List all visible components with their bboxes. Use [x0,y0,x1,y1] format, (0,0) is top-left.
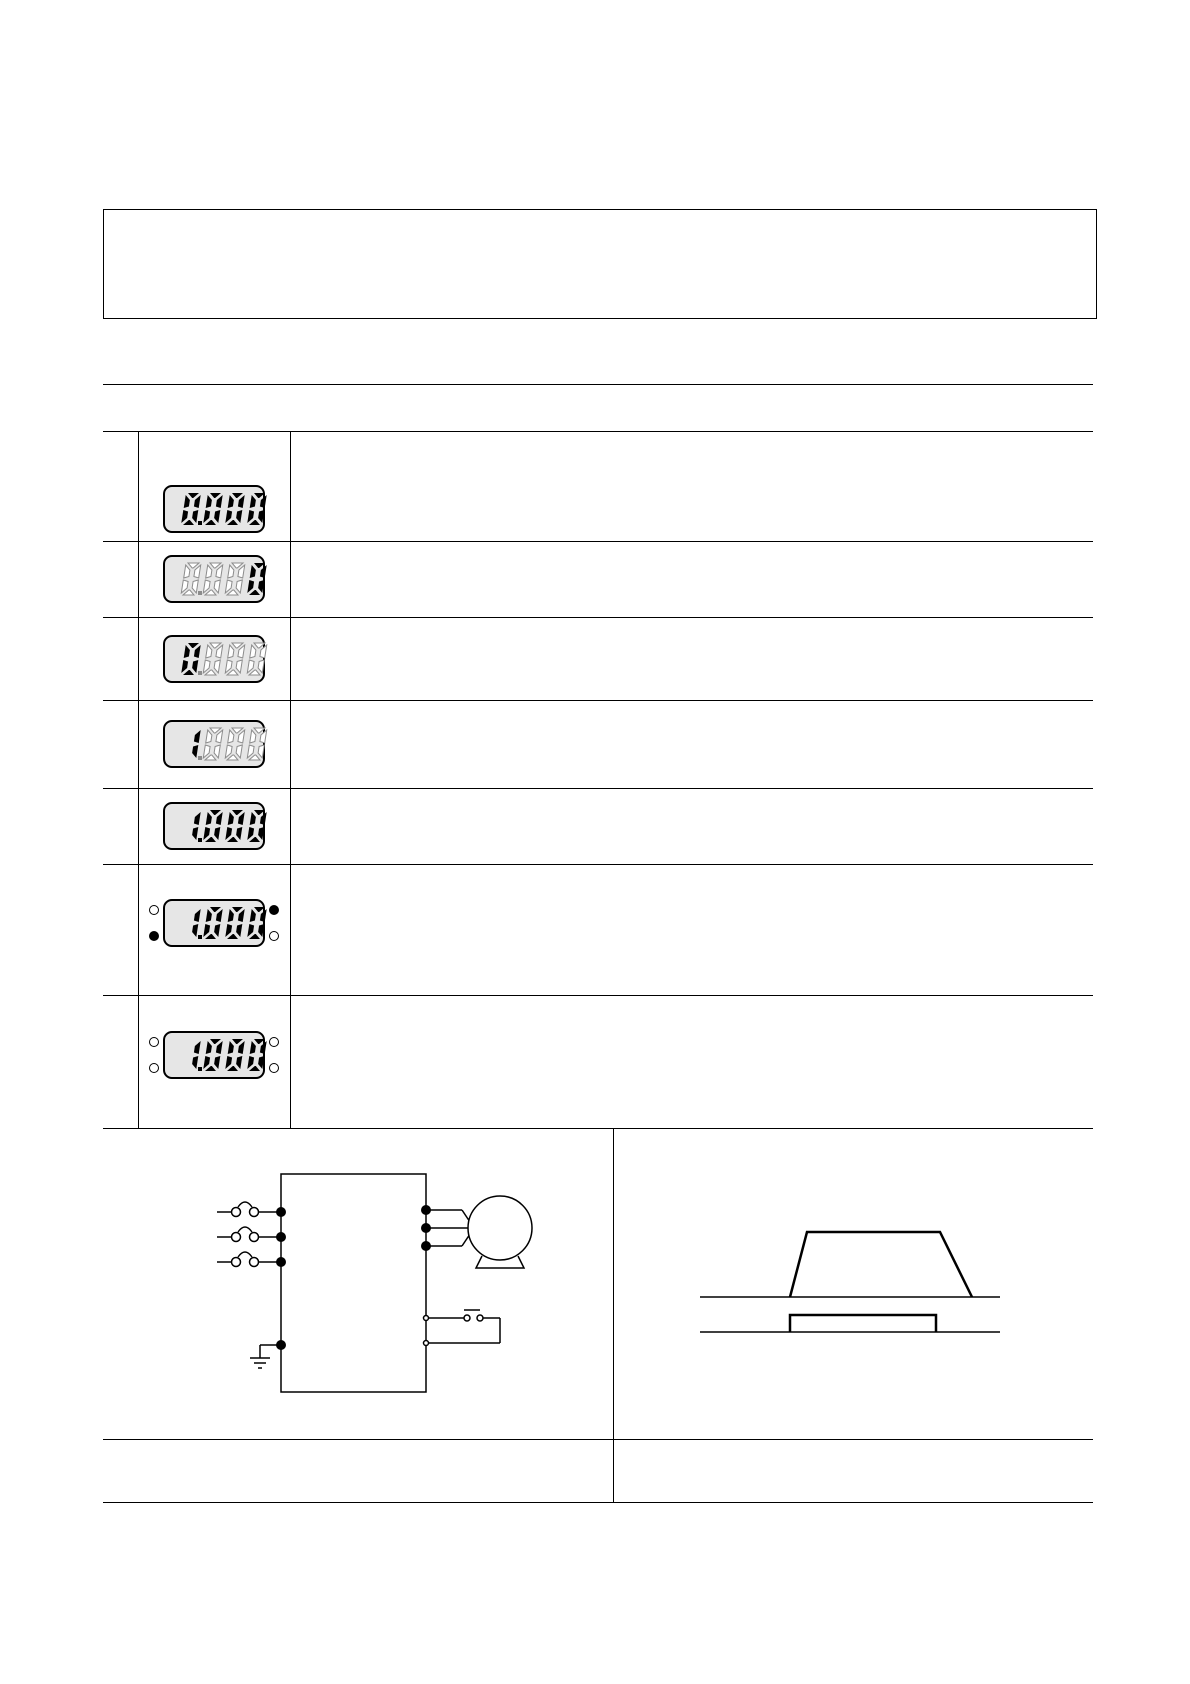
table-row-rule [103,788,1093,789]
table-row-rule [103,864,1093,865]
status-led-top-right [269,1037,279,1047]
lcd-display-step-7 [163,1031,265,1079]
lcd-digit-2 [203,728,222,760]
frequency-profile [790,1232,972,1297]
decimal-point [198,838,202,842]
figure-top-rule [103,1128,1093,1129]
lcd-digit-3 [225,1039,244,1071]
switch-icon [424,1310,501,1346]
status-led-top-left [149,905,159,915]
lcd-digit-3 [225,728,244,760]
lcd-screen [163,899,265,947]
wiring-diagram [200,1160,560,1410]
lcd-digit-1 [192,812,201,840]
timing-diagram [700,1220,1010,1350]
lcd-digit-1 [181,563,200,595]
status-led-top-left [149,1037,159,1047]
seven-segment-digits [163,1031,265,1079]
lcd-digit-2 [203,643,222,675]
lcd-screen [163,635,265,683]
lcd-digit-1 [192,730,201,758]
status-led-bottom-right [269,931,279,941]
table-row-rule [103,995,1093,996]
caption-top-rule [103,1439,1093,1440]
lcd-digit-2 [203,493,222,525]
lcd-digit-3 [225,563,244,595]
figure-divider [613,1128,614,1502]
lcd-display-step-6 [163,899,265,947]
table-row-rule [103,541,1093,542]
lcd-digit-1 [192,1041,201,1069]
lcd-digit-3 [225,643,244,675]
decimal-point [198,521,202,525]
status-led-top-right [269,905,279,915]
lcd-screen [163,555,265,603]
lcd-display-step-2 [163,555,265,603]
notice-box [103,209,1097,319]
decimal-point [198,671,202,675]
decimal-point [198,756,202,760]
inverter-body [281,1174,426,1392]
lcd-display-step-3 [163,635,265,683]
lcd-digit-1 [192,909,201,937]
lcd-display-step-4 [163,720,265,768]
seven-segment-digits [163,485,265,533]
lcd-digit-4 [247,493,266,525]
lcd-digit-1 [181,643,200,675]
seven-segment-digits [163,802,265,850]
table-col-divider-1 [138,431,139,1128]
lcd-digit-2 [203,563,222,595]
lcd-digit-3 [225,907,244,939]
lcd-digit-1 [181,493,200,525]
status-led-bottom-right [269,1063,279,1073]
lcd-screen [163,1031,265,1079]
lcd-screen [163,720,265,768]
lcd-digit-3 [225,810,244,842]
lcd-digit-4 [247,728,266,760]
decimal-point [198,1067,202,1071]
lcd-digit-4 [247,907,266,939]
status-led-bottom-left [149,931,159,941]
table-row-rule [103,700,1093,701]
lcd-display-step-1 [163,485,265,533]
lcd-digit-4 [247,1039,266,1071]
seven-segment-digits [163,899,265,947]
section-rule [103,384,1093,385]
seven-segment-digits [163,555,265,603]
lcd-digit-4 [247,563,266,595]
breaker-icon [217,1202,281,1267]
decimal-point [198,935,202,939]
lcd-display-step-5 [163,802,265,850]
lcd-screen [163,802,265,850]
caption-bottom-rule [103,1502,1093,1503]
lcd-digit-2 [203,907,222,939]
table-row-rule [103,617,1093,618]
lcd-digit-3 [225,493,244,525]
lcd-digit-4 [247,810,266,842]
seven-segment-digits [163,720,265,768]
decimal-point [198,591,202,595]
ground-icon [250,1345,281,1368]
run-signal-pulse [790,1315,936,1332]
lcd-digit-2 [203,1039,222,1071]
lcd-digit-2 [203,810,222,842]
lcd-digit-4 [247,643,266,675]
table-header-rule [103,431,1093,432]
status-led-bottom-left [149,1063,159,1073]
table-col-divider-2 [290,431,291,1128]
seven-segment-digits [163,635,265,683]
motor-icon [468,1196,532,1268]
lcd-screen [163,485,265,533]
